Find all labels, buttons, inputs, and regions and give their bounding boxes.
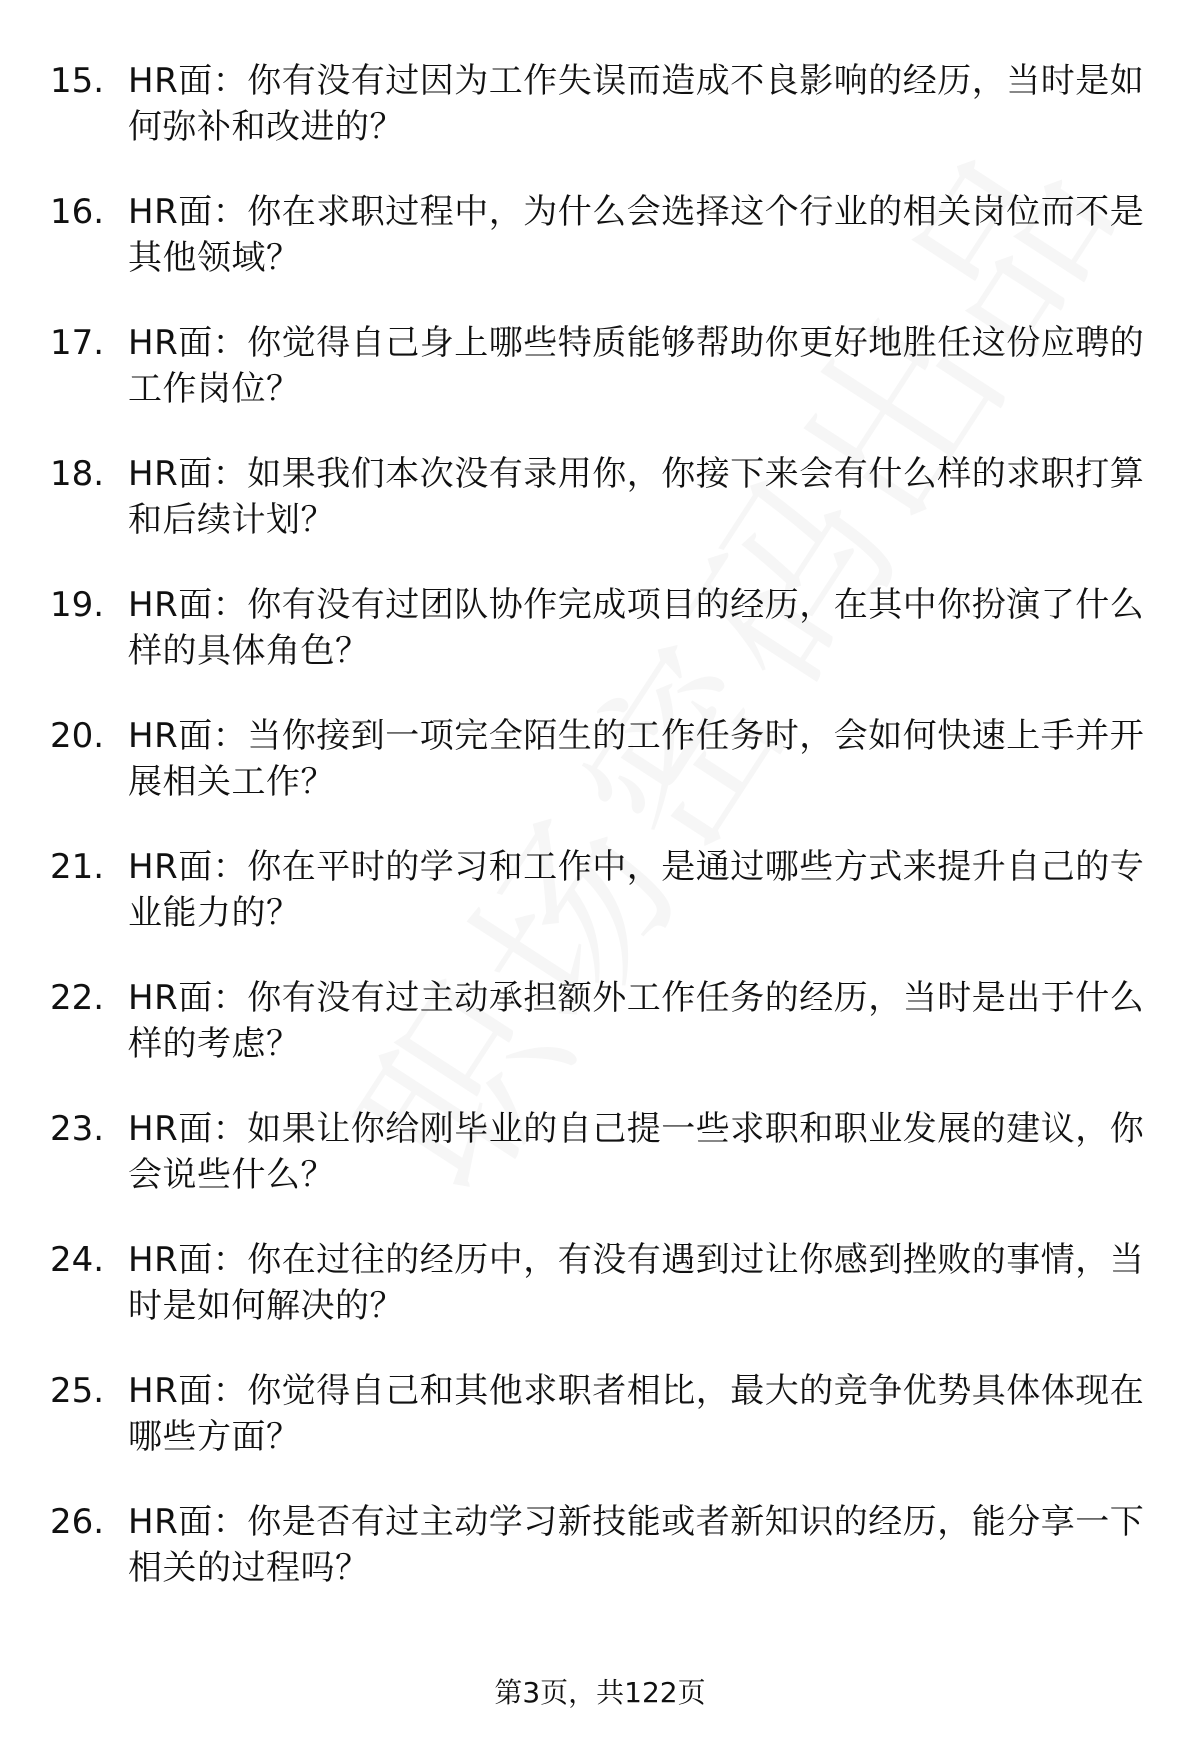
question-item-19 [50,582,1160,713]
question-number: 17. [50,323,105,363]
question-item-18 [50,451,1160,582]
question-list [50,58,1160,1630]
question-text: HR面：你觉得自己和其他求职者相比，最大的竞争优势具体体现在哪些方面？ [128,1371,1145,1457]
question-item-17 [50,320,1160,451]
question-text: HR面：你在平时的学习和工作中，是通过哪些方式来提升自己的专业能力的？ [128,847,1145,933]
question-text: HR面：如果让你给刚毕业的自己提一些求职和职业发展的建议，你会说些什么？ [128,1109,1145,1195]
question-text: HR面：你在过往的经历中，有没有遇到过让你感到挫败的事情，当时是如何解决的？ [128,1240,1145,1326]
question-text: HR面：如果我们本次没有录用你，你接下来会有什么样的求职打算和后续计划？ [128,454,1145,540]
question-number: 19. [50,585,105,625]
question-item-16 [50,189,1160,320]
question-item-21 [50,844,1160,975]
question-number: 16. [50,192,105,232]
question-number: 23. [50,1109,105,1149]
question-item-20 [50,713,1160,844]
question-text: HR面：你有没有过因为工作失误而造成不良影响的经历，当时是如何弥补和改进的？ [128,61,1145,147]
question-text: HR面：你有没有过主动承担额外工作任务的经历，当时是出于什么样的考虑？ [128,978,1145,1064]
question-item-15 [50,58,1160,189]
page-footer: 第3页，共122页 [494,1676,706,1709]
question-number: 22. [50,978,105,1018]
question-text: HR面：你觉得自己身上哪些特质能够帮助你更好地胜任这份应聘的工作岗位？ [128,323,1145,409]
question-number: 21. [50,847,105,887]
question-number: 18. [50,454,105,494]
question-number: 25. [50,1371,105,1411]
question-item-24 [50,1237,1160,1368]
question-item-22 [50,975,1160,1106]
question-number: 26. [50,1502,105,1542]
question-text: HR面：你在求职过程中，为什么会选择这个行业的相关岗位而不是其他领域？ [128,192,1145,278]
question-number: 24. [50,1240,105,1280]
question-text: HR面：当你接到一项完全陌生的工作任务时，会如何快速上手并开展相关工作？ [128,716,1145,802]
question-number: 15. [50,61,105,101]
question-item-26 [50,1499,1160,1630]
question-text: HR面：你有没有过团队协作完成项目的经历，在其中你扮演了什么样的具体角色？ [128,585,1145,671]
question-item-25 [50,1368,1160,1499]
question-number: 20. [50,716,105,756]
question-item-23 [50,1106,1160,1237]
question-text: HR面：你是否有过主动学习新技能或者新知识的经历，能分享一下相关的过程吗？ [128,1502,1145,1588]
